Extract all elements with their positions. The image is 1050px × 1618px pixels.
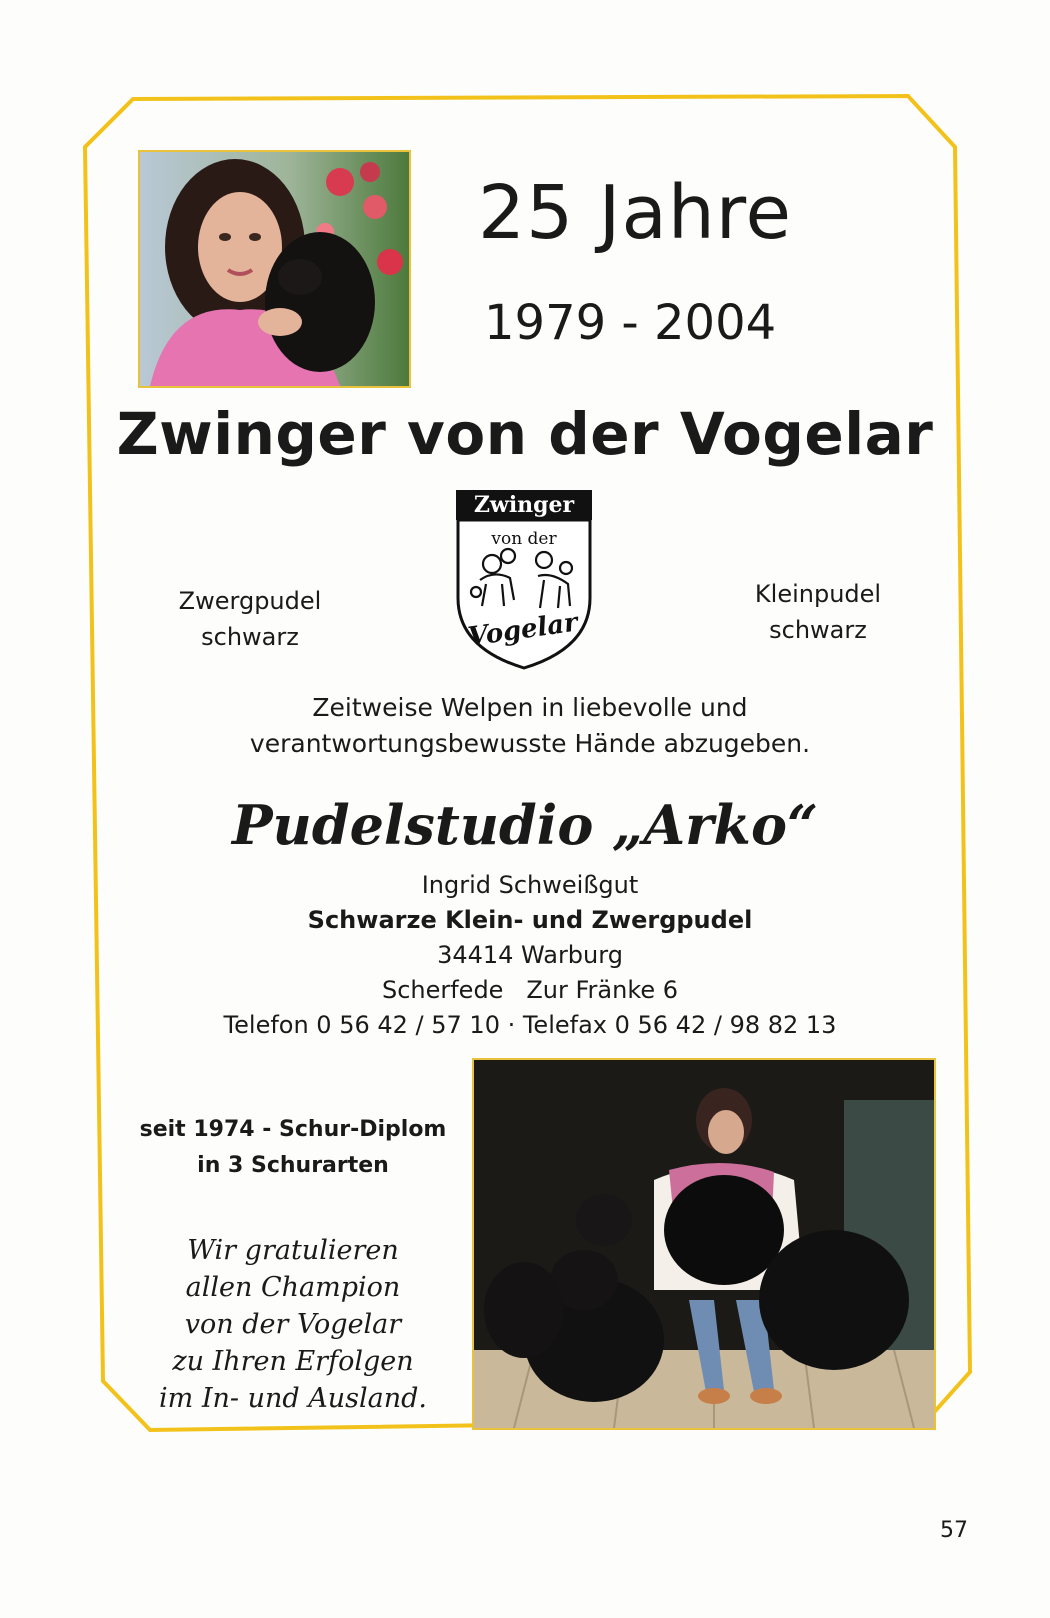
owner-with-puppy-photo [138,150,411,388]
variety-right-name: Kleinpudel [754,580,882,608]
congrats-line-1: Wir gratulieren [187,1235,399,1266]
phone-fax: Telefon 0 56 42 / 57 10 · Telefax 0 56 42 / 98 82 13 [223,1011,837,1039]
puppy-text-line-2: verantwortungsbewusste Hände abzugeben. [249,729,811,758]
kennel-name-heading: Zwinger von der Vogelar [116,400,934,468]
anniversary-title: 25 Jahre [478,170,793,256]
svg-text:von der: von der [491,529,557,549]
variety-miniature-poodle [728,576,908,648]
grooming-studio-name: Pudelstudio „Arko“ [231,793,819,857]
congrats-line-3: von der Vogelar [184,1309,402,1340]
kennel-emblem-logo [452,488,596,672]
variety-dwarf-poodle [160,583,340,655]
congratulations-message [128,1232,458,1417]
congrats-line-2: allen Champion [185,1272,401,1303]
page-number: 57 [940,1518,968,1543]
svg-text:Zwinger: Zwinger [473,492,575,518]
congrats-line-5: im In- und Ausland. [159,1383,427,1414]
street-address: Scherfede Zur Fränke 6 [381,976,679,1004]
diploma-line-2: in 3 Schurarten [197,1153,389,1178]
puppy-text-line-1: Zeitweise Welpen in liebevolle und [312,693,748,722]
contact-block [180,868,880,1043]
congrats-line-4: zu Ihren Erfolgen [172,1346,414,1377]
postal-city: 34414 Warburg [437,941,623,969]
variety-left-color: schwarz [201,623,299,651]
studio-specialty: Schwarze Klein- und Zwergpudel [307,906,753,934]
owner-name: Ingrid Schweißgut [421,871,639,899]
variety-right-color: schwarz [769,616,867,644]
puppy-availability-text [200,690,860,762]
variety-left-name: Zwergpudel [178,587,322,615]
svg-text:Vogelar: Vogelar [466,607,580,653]
anniversary-years: 1979 - 2004 [484,295,777,351]
owner-with-poodles-photo [472,1058,936,1430]
grooming-diploma-text [128,1112,458,1184]
diploma-line-1: seit 1974 - Schur-Diplom [139,1117,447,1142]
